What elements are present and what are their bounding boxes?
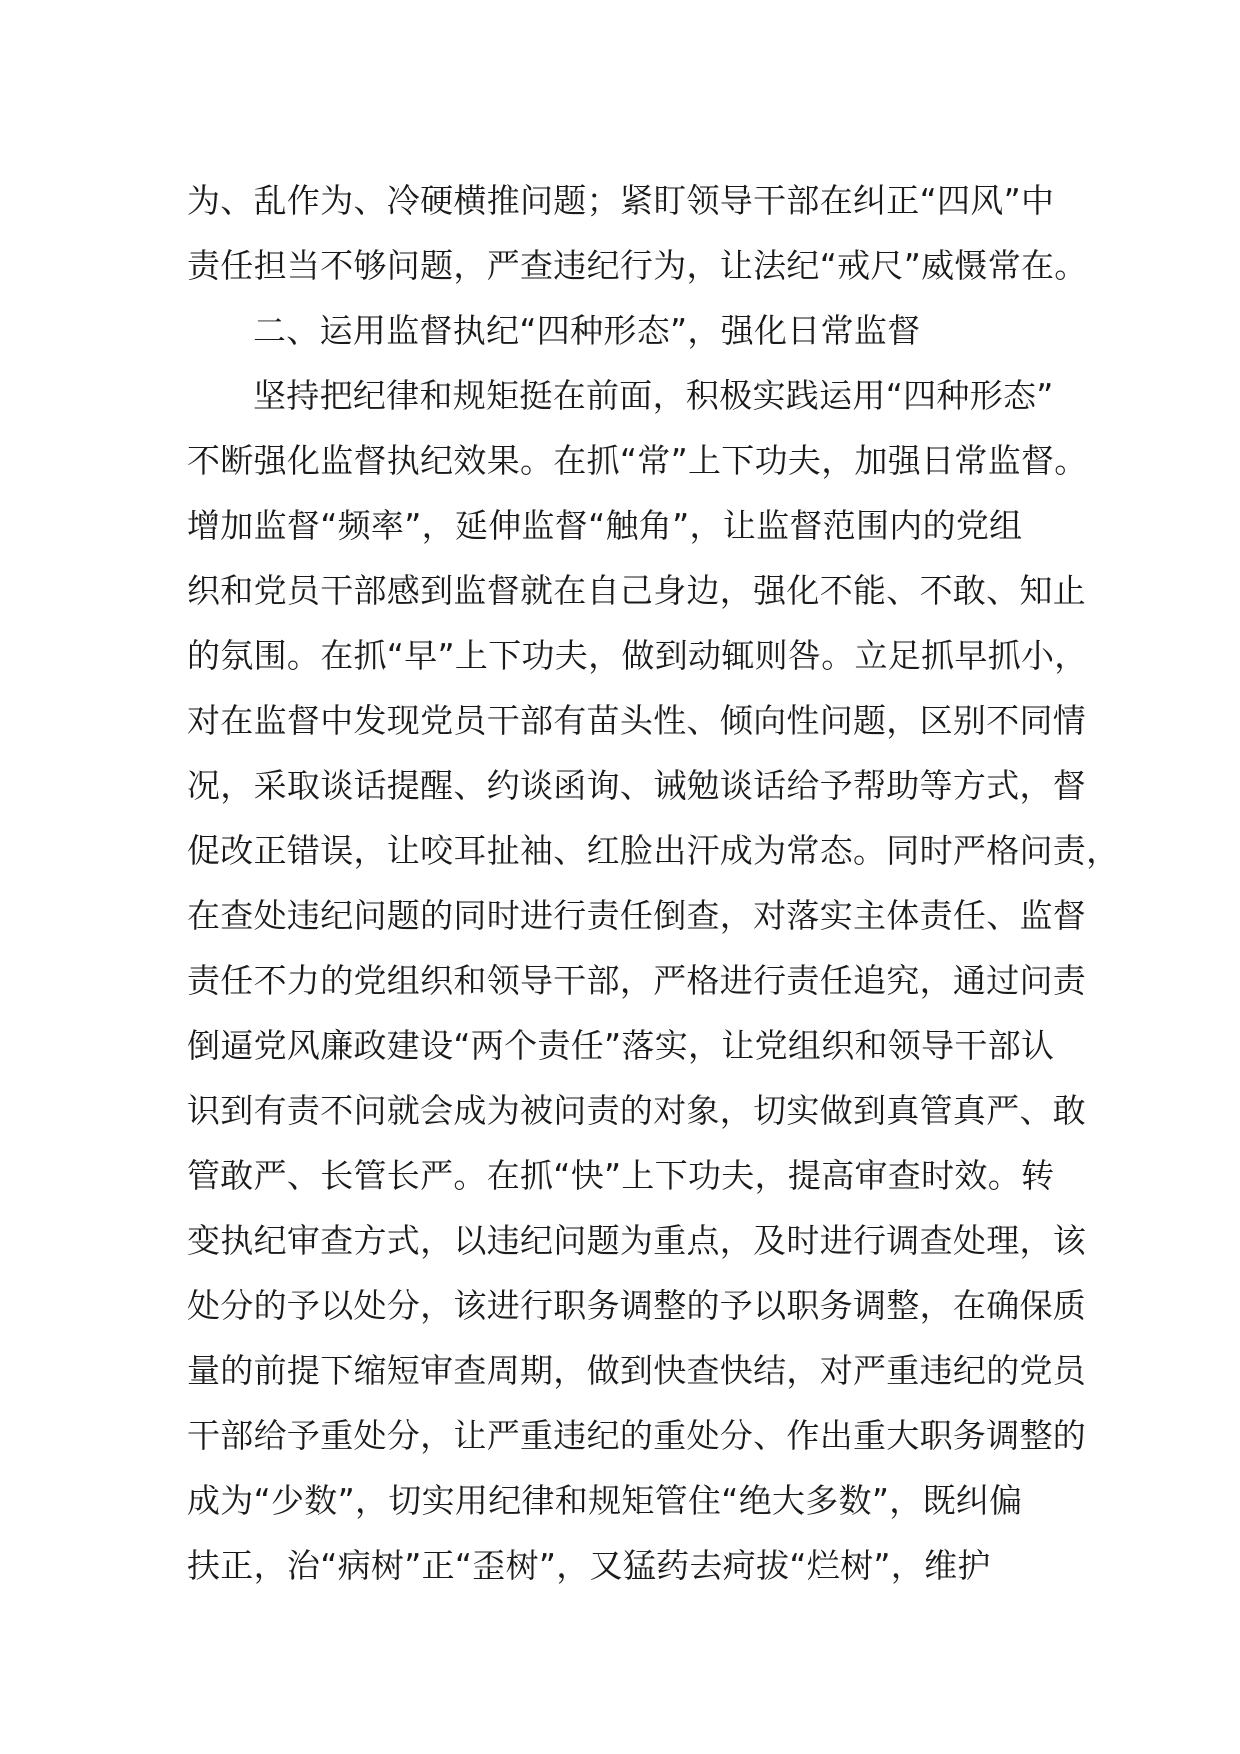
text-line-11: 促改正错误，让咬耳扯袖、红脸出汗成为常态。同时严格问责， xyxy=(187,831,1120,870)
text-line-21: 成为“少数”，切实用纪律和规矩管住“绝大多数”，既纠偏 xyxy=(187,1481,1023,1520)
body-text xyxy=(187,168,1120,1598)
text-line-13: 责任不力的党组织和领导干部，严格进行责任追究，通过问责 xyxy=(187,961,1087,1000)
text-line-17: 变执纪审查方式，以违纪问题为重点，及时进行调查处理，该 xyxy=(187,1221,1087,1260)
text-line-19: 量的前提下缩短审查周期，做到快查快结，对严重违纪的党员 xyxy=(187,1351,1087,1390)
paragraph-first-line: 坚持把纪律和规矩挺在前面，积极实践运用“四种形态” xyxy=(253,376,1054,415)
text-line-2: 责任担当不够问题，严查违纪行为，让法纪“戒尺”威慑常在。 xyxy=(187,246,1088,285)
text-line-7: 织和党员干部感到监督就在自己身边，强化不能、不敢、知止 xyxy=(187,571,1087,610)
text-line-6: 增加监督“频率”，延伸监督“触角”，让监督范围内的党组 xyxy=(187,506,1023,545)
text-line-16: 管敢严、长管长严。在抓“快”上下功夫，提高审查时效。转 xyxy=(187,1156,1055,1195)
text-line-22: 扶正，治“病树”正“歪树”，又猛药去疴拔“烂树”，维护 xyxy=(187,1546,991,1585)
text-line-15: 识到有责不问就会成为被问责的对象，切实做到真管真严、敢 xyxy=(187,1091,1087,1130)
text-line-18: 处分的予以处分，该进行职务调整的予以职务调整，在确保质 xyxy=(187,1286,1087,1325)
text-line-8: 的氛围。在抓“早”上下功夫，做到动辄则咎。立足抓早抓小， xyxy=(187,636,1088,675)
text-line-20: 干部给予重处分，让严重违纪的重处分、作出重大职务调整的 xyxy=(187,1416,1087,1455)
text-line-5: 不断强化监督执纪效果。在抓“常”上下功夫，加强日常监督。 xyxy=(187,441,1088,480)
section-heading: 二、运用监督执纪“四种形态”，强化日常监督 xyxy=(253,311,921,350)
text-line-9: 对在监督中发现党员干部有苗头性、倾向性问题，区别不同情 xyxy=(187,701,1087,740)
text-line-14: 倒逼党风廉政建设“两个责任”落实，让党组织和领导干部认 xyxy=(187,1026,1055,1065)
text-line-10: 况，采取谈话提醒、约谈函询、诫勉谈话给予帮助等方式，督 xyxy=(187,766,1087,805)
text-line-12: 在查处违纪问题的同时进行责任倒查，对落实主体责任、监督 xyxy=(187,896,1087,935)
text-line-1: 为、乱作为、冷硬横推问题；紧盯领导干部在纠正“四风”中 xyxy=(187,181,1055,220)
